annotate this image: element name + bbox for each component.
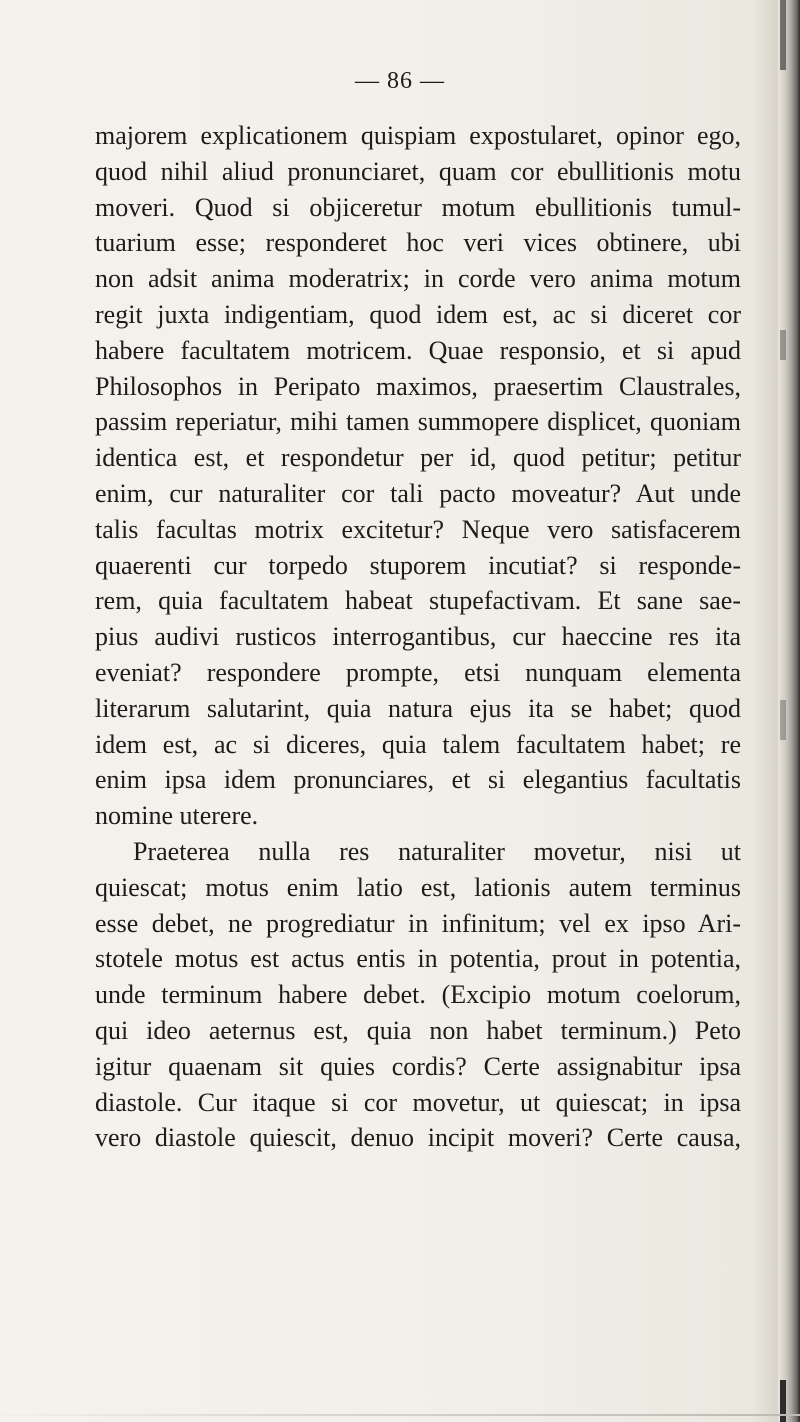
binding-mark: [780, 700, 786, 740]
page-bottom-edge: [0, 1414, 800, 1416]
text-line: igitur quaenam sit quies cordis? Certe assignabitur ipsa: [95, 1051, 741, 1081]
text-line: unde terminum habere debet. (Excipio motum coelorum,: [95, 980, 741, 1010]
text-line: Philosophos in Peripato maximos, praesertim Claustrales,: [95, 371, 741, 401]
text-line: passim reperiatur, mihi tamen summopere displicet, quoniam: [95, 407, 741, 437]
text-line: talis facultas motrix excitetur? Neque vero satisfacerem: [95, 514, 741, 544]
body-text: [95, 118, 741, 1156]
text-line: habere facultatem motricem. Quae responsio, et si apud: [95, 335, 741, 365]
text-line: eveniat? respondere prompte, etsi nunquam elementa: [95, 657, 741, 687]
book-binding-edge: [778, 0, 800, 1422]
text-line: tuarium esse; responderet hoc veri vices obtinere, ubi: [95, 228, 741, 258]
text-line: literarum salutarint, quia natura ejus ita se habet; quod: [95, 693, 741, 723]
binding-mark: [780, 330, 786, 360]
text-line: qui ideo aeternus est, quia non habet terminum.) Peto: [95, 1015, 741, 1045]
paragraph-end-line: nomine uterere.: [95, 801, 259, 831]
text-line: pius audivi rusticos interrogantibus, cur haeccine res ita: [95, 622, 741, 652]
text-line: majorem explicationem quispiam expostularet, opinor ego,: [95, 121, 741, 150]
text-line: stotele motus est actus entis in potentia, prout in potentia,: [95, 944, 741, 974]
text-line: identica est, et respondetur per id, quod petitur; petitur: [95, 443, 741, 473]
text-line: quaerenti cur torpedo stuporem incutiat? si responde-: [95, 550, 741, 580]
text-line: non adsit anima moderatrix; in corde vero anima motum: [95, 264, 741, 294]
text-line: regit juxta indigentiam, quod idem est, ac si diceret cor: [95, 299, 741, 329]
text-line: enim, cur naturaliter cor tali pacto moveatur? Aut unde: [95, 478, 741, 508]
text-line: enim ipsa idem pronunciares, et si elegantius facultatis: [95, 765, 741, 795]
text-line: diastole. Cur itaque si cor movetur, ut quiescat; in ipsa: [95, 1087, 741, 1117]
text-line: idem est, ac si diceres, quia talem facultatem habet; re: [95, 729, 741, 759]
text-line: esse debet, ne progrediatur in infinitum; vel ex ipso Ari-: [95, 908, 741, 938]
page-number: — 86 —: [355, 68, 445, 94]
text-line: quod nihil aliud pronunciaret, quam cor ebullitionis motu: [95, 156, 741, 186]
text-line: quiescat; motus enim latio est, lationis autem terminus: [95, 872, 741, 902]
text-line: moveri. Quod si objiceretur motum ebullitionis tumul-: [95, 192, 741, 222]
text-line: rem, quia facultatem habeat stupefactivam. Et sane sae-: [95, 586, 741, 616]
binding-mark: [780, 0, 786, 70]
paragraph-start-line: Praeterea nulla res naturaliter movetur, nisi ut: [133, 836, 741, 866]
text-line: vero diastole quiescit, denuo incipit moveri? Certe causa,: [95, 1123, 741, 1153]
